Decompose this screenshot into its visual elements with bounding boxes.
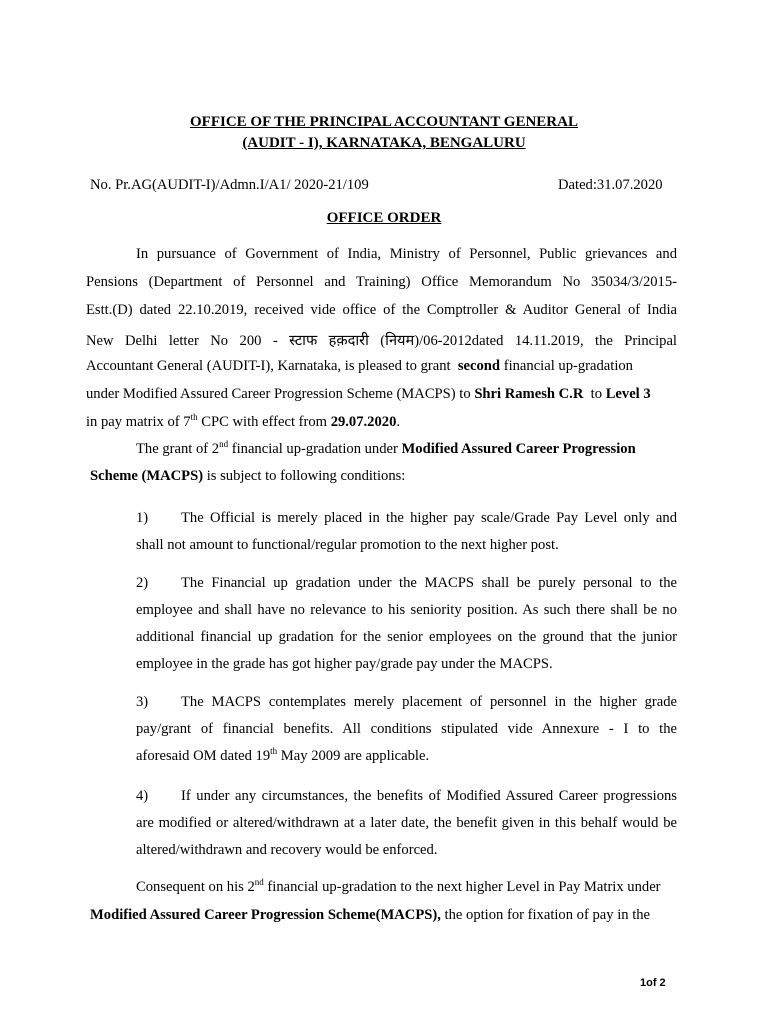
para3-line1-b: financial up-gradation to the next higher Level in Pay Matrix under [263,879,661,895]
para2-line2 [90,468,405,485]
para3-line1 [136,879,661,896]
para1-line7-a: in pay matrix of 7 [86,414,191,430]
pay-level: Level 3 [605,386,651,402]
para3-line1-a: Consequent on his 2 [136,879,255,895]
para1-line3: Estt.(D) dated 22.10.2019, received vide office of the Comptroller & Auditor General of India [86,302,677,318]
para2-line1-b: financial up-gradation under [228,441,398,457]
para1-line7 [86,414,400,431]
condition-3-line3 [136,748,429,765]
para1-line5-c: financial up-gradation [503,358,633,374]
condition-3-line3-b: May 2009 are applicable. [277,748,430,764]
reference-number: No. Pr.AG(AUDIT-I)/Admn.I/A1/ 2020-21/109 [90,177,369,193]
condition-1-line1: The Official is merely placed in the higher pay scale/Grade Pay Level only and [181,510,677,526]
para1-line6-a: under Modified Assured Career Progression Scheme (MACPS) to [86,386,471,402]
para1-line5 [86,358,633,375]
effective-date: 29.07.2020 [330,414,397,430]
condition-4-line1: If under any circumstances, the benefits of Modified Assured Career progressions [181,788,677,804]
para2-line2-b: is subject to following conditions: [203,468,406,484]
condition-4-line3: altered/withdrawn and recovery would be enforced. [136,842,438,858]
para1-line5-a: Accountant General (AUDIT-I), Karnataka, is pleased to grant [86,358,451,374]
upgradation-ordinal: second [457,358,501,374]
scheme-name-2: Modified Assured Career Progression Scheme(MACPS), [90,907,441,923]
condition-3-number: 3) [136,694,149,710]
condition-2-line4: employee in the grade has got higher pay/grade pay under the MACPS. [136,656,553,672]
para3-line1-sup: nd [254,877,264,888]
condition-2-number: 2) [136,575,149,591]
scheme-acronym: Scheme (MACPS) [90,468,204,484]
condition-3-line3-sup: th [270,746,278,757]
para3-line2 [90,907,650,924]
para1-line4: New Delhi letter No 200 - स्टाफ हक़दारी (नियम)/06-2012dated 14.11.2019, the Principal [86,333,677,349]
para1-line7-b: CPC with effect from [197,414,331,430]
page-number: 1of 2 [640,977,666,989]
condition-3-line2: pay/grant of financial benefits. All conditions stipulated vide Annexure - I to the [136,721,677,737]
condition-2-line1: The Financial up gradation under the MACPS shall be purely personal to the [181,575,677,591]
para1-line6-c: to [590,386,603,402]
para1-line1: In pursuance of Government of India, Ministry of Personnel, Public grievances and [136,246,677,262]
office-order-title: OFFICE ORDER [326,210,442,226]
para1-line7-d: . [396,414,401,430]
order-date: Dated:31.07.2020 [558,177,663,193]
scheme-name: Modified Assured Career Progression [401,441,636,457]
para2-line1 [136,441,636,458]
condition-4-number: 4) [136,788,149,804]
para3-line2-b: the option for fixation of pay in the [440,907,651,923]
condition-4-line2: are modified or altered/withdrawn at a later date, the benefit given in this behalf would be [136,815,677,831]
employee-name: Shri Ramesh C.R [474,386,584,402]
para1-line2: Pensions (Department of Personnel and Training) Office Memorandum No 35034/3/2015- [86,274,677,290]
para1-line6 [86,386,651,403]
office-title-line1: OFFICE OF THE PRINCIPAL ACCOUNTANT GENERAL [190,114,578,130]
condition-2-line3: additional financial up gradation for the senior employees on the ground that the junior [136,629,677,645]
para2-line1-sup: nd [219,439,229,450]
condition-3-line1: The MACPS contemplates merely placement of personnel in the higher grade [181,694,677,710]
para1-line7-sup: th [190,412,198,423]
condition-2-line2: employee and shall have no relevance to his seniority position. As such there shall be no [136,602,677,618]
para2-line1-a: The grant of 2 [136,441,220,457]
condition-1-line2: shall not amount to functional/regular promotion to the next higher post. [136,537,559,553]
condition-3-line3-a: aforesaid OM dated 19 [136,748,271,764]
condition-1-number: 1) [136,510,149,526]
office-title-line2: (AUDIT - I), KARNATAKA, BENGALURU [242,135,526,151]
